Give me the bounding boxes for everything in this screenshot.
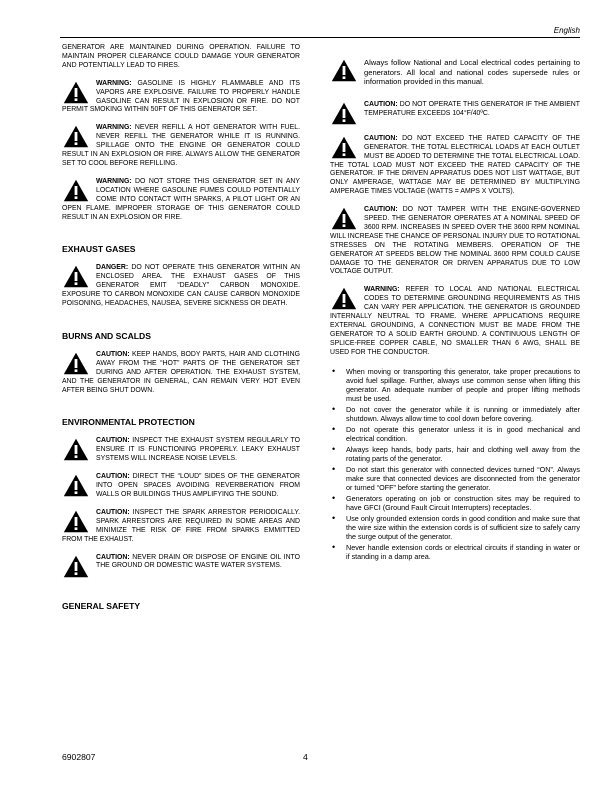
warning-triangle-icon <box>63 265 89 288</box>
section-title-environmental: ENVIRONMENTAL PROTECTION <box>62 417 195 428</box>
list-item-text: Always keep hands, body parts, hair and clothing well away from the rotating parts of the generator. <box>346 444 580 463</box>
bullet-icon: • <box>332 512 336 523</box>
caution-lead: CAUTION: <box>364 206 398 214</box>
warning-lead: WARNING: <box>96 79 132 87</box>
caution-block <box>330 135 580 197</box>
list-item-text: Do not cover the generator while it is running or immediately after shutdown. Always allow time to cool down before covering. <box>346 404 580 423</box>
bullet-icon: • <box>332 541 336 552</box>
section-title-burns: BURNS AND SCALDS <box>62 330 151 341</box>
warning-block <box>62 178 300 223</box>
caution-lead: CAUTION: <box>96 437 130 445</box>
warning-text: DO NOT STORE THIS GENERATOR SET IN ANY LOCATION WHERE GASOLINE FUMES COULD POTENTIALLY COME INTO CONTACT WITH SPARKS, A PILOT LIGHT OR AN OPEN FLAME. IMPROPER STORAGE OF THIS GENERATOR COULD RESULT IN AN EXPLOSION OR FIRE. <box>62 177 300 221</box>
list-item-text: Do not start this generator with connected devices turned “ON”. Always make sure that connected devices are disconnected from the generator or turned “OFF” before starting the generator. <box>346 464 580 492</box>
intro-paragraph: GENERATOR ARE MAINTAINED DURING OPERATION. FAILURE TO MAINTAIN PROPER CLEARANCE COULD DAMAGE YOUR GENERATOR AND POTENTIALLY LEAD TO FIRES. <box>62 44 300 69</box>
list-item-text: Use only grounded extension cords in good condition and make sure that the wire size within the extension cords is of sufficient size to safely carry the surge output of the generator. <box>346 513 580 541</box>
warning-triangle-icon <box>63 474 89 497</box>
list-item-text: Generators operating on job or construction sites may be required to have GFCI (Ground Fault Circuit Interrupters) receptacles. <box>346 493 580 512</box>
codes-note <box>330 58 580 87</box>
caution-lead: CAUTION: <box>364 100 398 108</box>
bullet-icon: • <box>332 403 336 414</box>
list-item <box>330 445 580 463</box>
doc-number: 6902807 <box>62 752 96 762</box>
warning-text: NEVER REFILL A HOT GENERATOR WITH FUEL. NEVER REFILL THE GENERATOR WHILE IT IS RUNNING. SPILLAGE ONTO THE ENGINE OR GENERATOR COULD RESULT IN AN EXPLOSION OR FIRE. ALWAYS ALLOW THE GENERATOR SET TO COOL BEFORE REFILLING. <box>62 124 300 167</box>
list-item <box>330 543 580 561</box>
bullet-icon: • <box>332 492 336 503</box>
bullet-icon: • <box>332 365 336 376</box>
caution-block <box>62 509 300 545</box>
bullet-icon: • <box>332 443 336 454</box>
bullet-icon: • <box>332 463 336 474</box>
left-column <box>62 44 300 621</box>
caution-block <box>330 101 580 126</box>
caution-block <box>330 206 580 277</box>
caution-text: NEVER DRAIN OR DISPOSE OF ENGINE OIL INTO THE GROUND OR DOMESTIC WASTE WATER SYSTEMS. <box>96 553 300 570</box>
warning-lead: WARNING: <box>96 124 132 132</box>
caution-lead: CAUTION: <box>96 508 130 516</box>
safety-bullet-list <box>330 367 580 561</box>
caution-text: DO NOT TAMPER WITH THE ENGINE-GOVERNED SPEED. THE GENERATOR OPERATES AT A NOMINAL SPEED OF 3600 RPM. INCREASES IN SPEED OVER THE 3600 RPM NOMINAL WILL INCREASE THE CHANCE OF PERSONAL INJURY DUE TO ROTATIONAL STRESSES ON THE ROTATING MEMBERS. OPERATION OF THE GENERATOR AT SPEEDS BELOW THE NOMINAL 3600 RPM COULD CAUSE DAMAGE TO THE GENERATOR OR DRIVEN APPARATUS DUE TO LOW VOLTAGE OUTPUT. <box>330 206 580 276</box>
header-rule <box>60 37 580 38</box>
caution-text: INSPECT THE SPARK ARRESTOR PERIODICALLY. SPARK ARRESTORS ARE REQUIRED IN SOME AREAS AND MINIMIZE THE RISK OF FIRE FROM SPARKS EMMITTED FROM THE EXHAUST. <box>62 508 300 543</box>
list-item <box>330 367 580 403</box>
caution-lead: CAUTION: <box>364 134 398 142</box>
warning-triangle-icon <box>63 438 89 461</box>
list-item <box>330 494 580 512</box>
section-title-exhaust: EXHAUST GASES <box>62 244 136 255</box>
warning-lead: WARNING: <box>364 286 400 294</box>
warning-text: GASOLINE IS HIGHLY FLAMMABLE AND ITS VAPORS ARE EXPLOSIVE. FAILURE TO PROPERLY HANDLE GASOLINE CAN RESULT IN EXPLOSION OR FIRE. DO NOT PERMIT SMOKING WITHIN 50FT OF THIS GENERATOR SET. <box>62 79 300 114</box>
caution-block <box>62 473 300 500</box>
danger-lead: DANGER: <box>96 264 129 272</box>
list-item <box>330 425 580 443</box>
list-item <box>330 405 580 423</box>
list-item-text: Never handle extension cords or electrical circuits if standing in water or if standing in a damp area. <box>346 542 580 561</box>
warning-block <box>62 124 300 169</box>
danger-text: DO NOT OPERATE THIS GENERATOR WITHIN AN ENCLOSED AREA. THE EXHAUST GASES OF THIS GENERATOR EMIT “DEADLY” CARBON MONOXIDE. EXPOSURE TO CARBON MONOXIDE CAN CAUSE CARBON MONOXIDE POISONING, HEADACHES, NAUSEA, SEVERE SICKNESS OR DEATH. <box>62 264 300 308</box>
list-item-text: Do not operate this generator unless it is in good mechanical and electrical condition. <box>346 424 580 443</box>
list-item-text: When moving or transporting this generator, take proper precautions to avoid fuel spillage. Further, always use common sense when lifting this generator. An adequate number of people and proper lifting methods must be used. <box>346 366 580 403</box>
warning-triangle-icon <box>63 125 89 148</box>
caution-text: KEEP HANDS, BODY PARTS, HAIR AND CLOTHING AWAY FROM THE “HOT” PARTS OF THE GENERATOR SET DURING AND AFTER OPERATION. THE EXHAUST SYSTEM, AND THE GENERATOR IN GENERAL, CAN REMAIN VERY HOT EVEN AFTER BEING SHUT DOWN. <box>62 350 300 394</box>
caution-lead: CAUTION: <box>96 350 130 358</box>
warning-triangle-icon <box>63 81 89 104</box>
caution-text: DIRECT THE “LOUD” SIDES OF THE GENERATOR INTO OPEN SPACES AVOIDING REVERBERATION FROM WALLS OR BUILDINGS THUS AMPLIFYING THE SOUND. <box>96 473 300 498</box>
codes-note-text: Always follow National and Local electrical codes pertaining to generators. All local and national codes supersede rules or information provided in this manual. <box>364 58 580 87</box>
right-column <box>330 44 580 563</box>
warning-block <box>62 80 300 116</box>
warning-triangle-icon <box>331 59 357 82</box>
danger-block <box>62 264 300 309</box>
warning-lead: WARNING: <box>96 177 132 185</box>
warning-triangle-icon <box>331 287 357 310</box>
warning-triangle-icon <box>63 352 89 375</box>
caution-lead: CAUTION: <box>96 473 130 481</box>
caution-block <box>62 554 300 579</box>
section-title-general-safety: GENERAL SAFETY <box>62 600 141 611</box>
caution-block <box>62 351 300 396</box>
page-number: 4 <box>303 752 308 762</box>
language-label: English <box>553 26 580 35</box>
list-item <box>330 465 580 492</box>
warning-triangle-icon <box>331 102 357 125</box>
warning-text: REFER TO LOCAL AND NATIONAL ELECTRICAL CODES TO DETERMINE GROUNDING REQUIREMENTS AS THIS CAN VARY PER APPLICATION. THE GENERATOR IS GROUNDED INTERNALLY NEUTRAL TO FRAME. WHERE APPLICATIONS REQUIRE EXTERNAL GROUNDING, A CONNECTION MUST BE MADE FROM THE GENERATOR TO A SOLID EARTH GROUND. A CONTINUOUS LENGTH OF SPLICE-FREE COPPER CABLE, NO SMALLER THAN 6 AWG, SHALL BE USED FOR THE CONDUCTOR. <box>330 286 580 356</box>
caution-text: DO NOT EXCEED THE RATED CAPACITY OF THE GENERATOR. THE TOTAL ELECTRICAL LOADS AT EACH OUTLET MUST BE ADDED TO DETERMINE THE TOTAL ELECTRICAL LOAD. THE TOTAL LOAD MUST NOT EXCEED THE RATED CAPACITY OF THE GENERATOR. IF THE DRIVEN APPARATUS DOES NOT LIST WATTAGE, BUT ONLY AMPERAGE, WATTAGE MAY BE DETERMINED BY MULTIPLYING AMPERAGE TIMES VOLTAGE (WATTS = AMPS X VOLTS). <box>330 134 580 196</box>
warning-triangle-icon <box>331 136 357 159</box>
warning-triangle-icon <box>63 179 89 202</box>
caution-text: DO NOT OPERATE THIS GENERATOR IF THE AMBIENT TEMPERATURE EXCEEDS 104°F/40ºC. <box>364 100 580 117</box>
caution-block <box>62 437 300 464</box>
list-item <box>330 514 580 541</box>
caution-text: INSPECT THE EXHAUST SYSTEM REGULARLY TO ENSURE IT IS FUNCTIONING PROPERLY. LEAKY EXHAUST SYSTEMS WILL INCREASE NOISE LEVELS. <box>96 437 300 463</box>
warning-triangle-icon <box>331 207 357 230</box>
caution-lead: CAUTION: <box>96 553 130 561</box>
warning-block <box>330 286 580 357</box>
warning-triangle-icon <box>63 510 89 533</box>
bullet-icon: • <box>332 423 336 434</box>
warning-triangle-icon <box>63 555 89 578</box>
